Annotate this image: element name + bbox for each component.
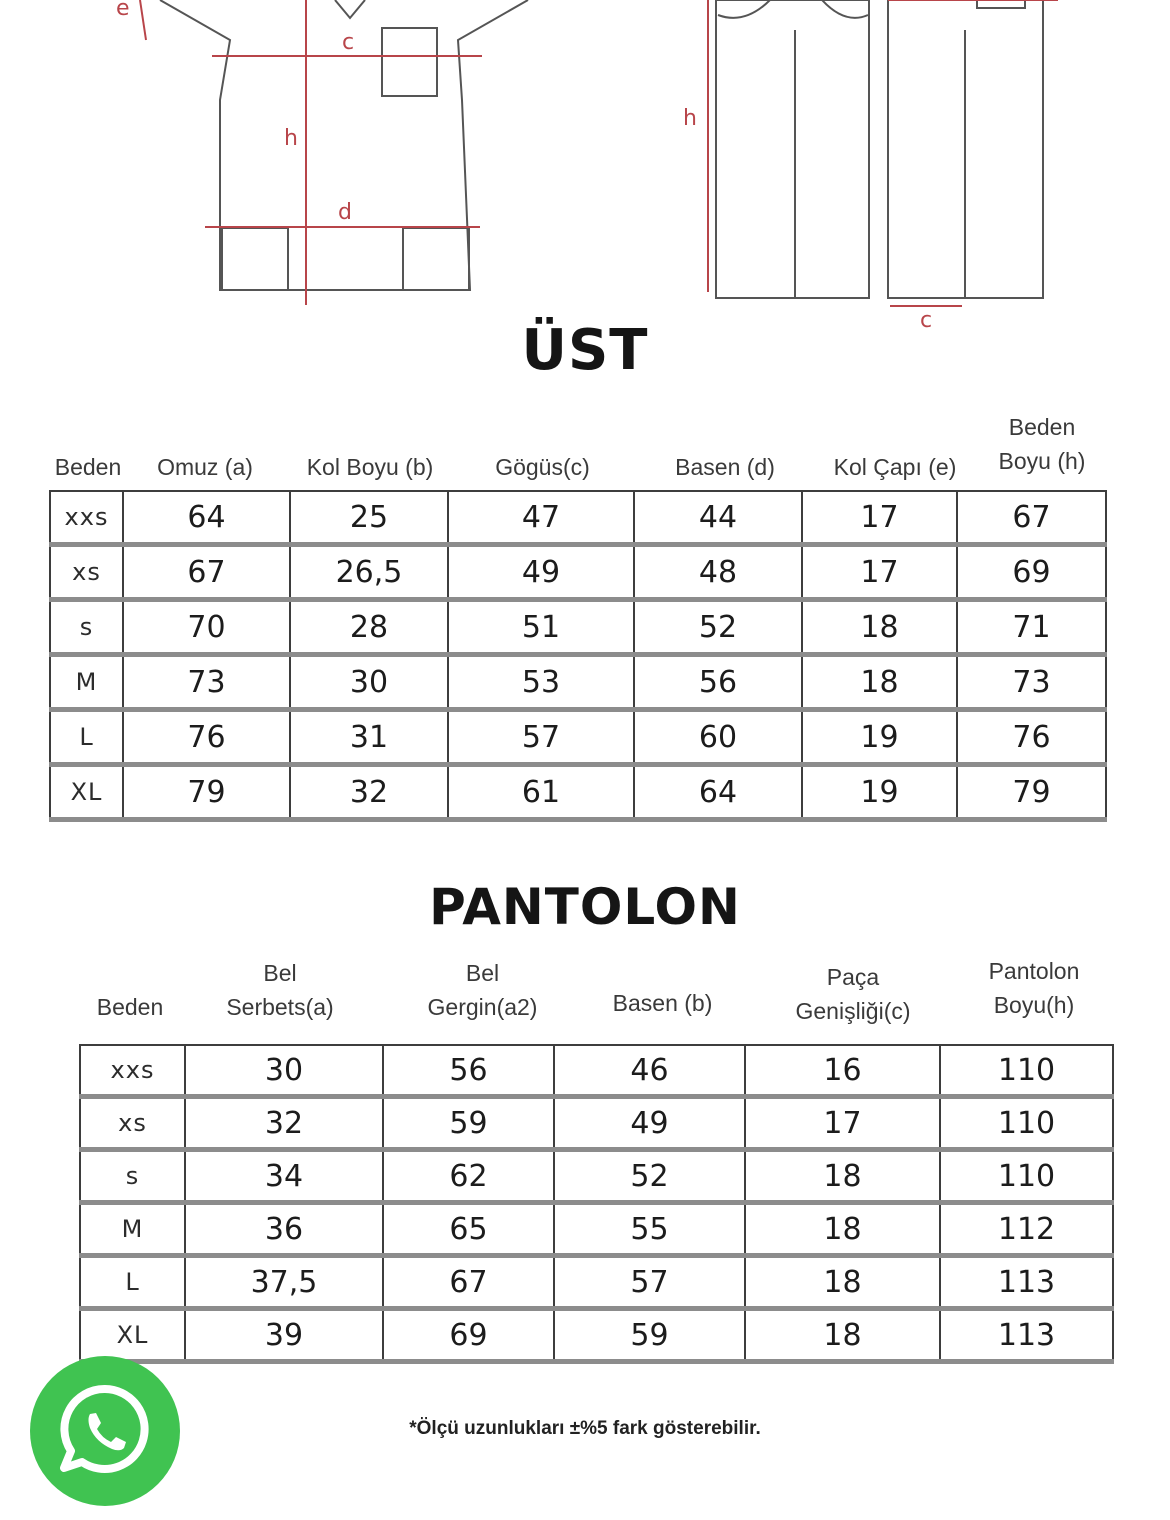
value-cell: 65 — [383, 1203, 554, 1256]
pant-header-bel-serbest: Bel Serbets(a) — [226, 960, 334, 1020]
value-cell: 56 — [383, 1045, 554, 1097]
value-cell: 59 — [383, 1097, 554, 1150]
garment-sketch — [0, 0, 1170, 340]
value-cell: 48 — [634, 545, 802, 600]
value-cell: 36 — [185, 1203, 383, 1256]
value-cell: 18 — [745, 1309, 940, 1362]
value-cell: 37,5 — [185, 1256, 383, 1309]
value-cell: 16 — [745, 1045, 940, 1097]
top-measure-lines — [140, 0, 482, 305]
value-cell: 113 — [940, 1256, 1113, 1309]
value-cell: 79 — [123, 765, 290, 820]
value-cell: 67 — [383, 1256, 554, 1309]
value-cell: 73 — [123, 655, 290, 710]
value-cell: 56 — [634, 655, 802, 710]
value-cell: 79 — [957, 765, 1106, 820]
whatsapp-icon — [30, 1356, 180, 1506]
size-cell: xs — [50, 545, 123, 600]
ust-header-omuz: Omuz (a) — [157, 454, 253, 480]
value-cell: 25 — [290, 491, 448, 545]
table-row — [50, 545, 1106, 600]
value-cell: 76 — [957, 710, 1106, 765]
table-row — [50, 655, 1106, 710]
ust-header-beden-boyu: Beden Boyu (h) — [998, 414, 1086, 474]
value-cell: 70 — [123, 600, 290, 655]
value-cell: 18 — [802, 655, 957, 710]
value-cell: 76 — [123, 710, 290, 765]
ust-header-beden: Beden — [54, 454, 122, 480]
tolerance-note: *Ölçü uzunlukları ±%5 fark gösterebilir. — [409, 1418, 761, 1439]
table-row — [80, 1203, 1113, 1256]
value-cell: 31 — [290, 710, 448, 765]
table-row — [80, 1150, 1113, 1203]
garment-diagram — [0, 0, 1170, 340]
pants-size-table — [79, 1044, 1114, 1364]
size-cell: xxs — [80, 1045, 185, 1097]
size-cell: L — [80, 1256, 185, 1309]
top-size-title: ÜST — [521, 318, 649, 383]
value-cell: 52 — [634, 600, 802, 655]
pant-header-bel-gergin: Bel Gergin(a2) — [427, 960, 538, 1020]
value-cell: 57 — [554, 1256, 745, 1309]
value-cell: 110 — [940, 1045, 1113, 1097]
value-cell: 113 — [940, 1309, 1113, 1362]
value-cell: 73 — [957, 655, 1106, 710]
top-size-table — [49, 490, 1107, 822]
value-cell: 61 — [448, 765, 634, 820]
pant-header-pantolon-boyu: Pantolon Boyu(h) — [988, 958, 1080, 1018]
size-cell: M — [50, 655, 123, 710]
value-cell: 17 — [802, 491, 957, 545]
pants-size-title: PANTOLON — [429, 878, 741, 936]
table-row — [80, 1045, 1113, 1097]
value-cell: 52 — [554, 1150, 745, 1203]
value-cell: 28 — [290, 600, 448, 655]
value-cell: 18 — [802, 600, 957, 655]
value-cell: 18 — [745, 1203, 940, 1256]
size-cell: xxs — [50, 491, 123, 545]
value-cell: 26,5 — [290, 545, 448, 600]
ust-header-basen: Basen (d) — [675, 454, 775, 480]
value-cell: 110 — [940, 1150, 1113, 1203]
value-cell: 67 — [123, 545, 290, 600]
table-row — [50, 765, 1106, 820]
value-cell: 112 — [940, 1203, 1113, 1256]
value-cell: 30 — [290, 655, 448, 710]
value-cell: 59 — [554, 1309, 745, 1362]
table-row — [50, 491, 1106, 545]
size-cell: s — [50, 600, 123, 655]
table-row — [50, 710, 1106, 765]
value-cell: 49 — [554, 1097, 745, 1150]
value-cell: 19 — [802, 765, 957, 820]
value-cell: 69 — [957, 545, 1106, 600]
label-e: e — [116, 0, 130, 21]
value-cell: 49 — [448, 545, 634, 600]
ust-header-kol-boyu: Kol Boyu (b) — [306, 454, 434, 480]
label-d: d — [338, 200, 352, 225]
pant-header-paca: Paça Genişliği(c) — [795, 964, 911, 1024]
value-cell: 67 — [957, 491, 1106, 545]
value-cell: 60 — [634, 710, 802, 765]
value-cell: 18 — [745, 1150, 940, 1203]
value-cell: 34 — [185, 1150, 383, 1203]
value-cell: 32 — [290, 765, 448, 820]
pants-label-h: h — [683, 106, 697, 131]
value-cell: 71 — [957, 600, 1106, 655]
pant-header-basen: Basen (b) — [612, 990, 713, 1016]
value-cell: 64 — [123, 491, 290, 545]
pants-sketch — [716, 0, 1043, 298]
ust-header-gogus: Gögüs(c) — [495, 454, 590, 480]
size-cell: xs — [80, 1097, 185, 1150]
table-row — [80, 1256, 1113, 1309]
table-row — [80, 1309, 1113, 1362]
value-cell: 18 — [745, 1256, 940, 1309]
size-cell: XL — [80, 1309, 185, 1362]
size-cell: M — [80, 1203, 185, 1256]
ust-header-kol-capi: Kol Çapı (e) — [833, 454, 957, 480]
value-cell: 44 — [634, 491, 802, 545]
value-cell: 17 — [802, 545, 957, 600]
value-cell: 46 — [554, 1045, 745, 1097]
value-cell: 69 — [383, 1309, 554, 1362]
size-cell: L — [50, 710, 123, 765]
value-cell: 51 — [448, 600, 634, 655]
pant-header-beden: Beden — [96, 994, 164, 1020]
size-cell: s — [80, 1150, 185, 1203]
value-cell: 110 — [940, 1097, 1113, 1150]
table-row — [50, 600, 1106, 655]
size-cell: XL — [50, 765, 123, 820]
pants-measure-lines — [708, 0, 1058, 306]
value-cell: 30 — [185, 1045, 383, 1097]
pants-label-c: c — [920, 308, 933, 333]
value-cell: 39 — [185, 1309, 383, 1362]
value-cell: 64 — [634, 765, 802, 820]
value-cell: 19 — [802, 710, 957, 765]
table-row — [80, 1097, 1113, 1150]
value-cell: 47 — [448, 491, 634, 545]
label-c: c — [342, 30, 355, 55]
whatsapp-button[interactable] — [30, 1356, 180, 1506]
value-cell: 57 — [448, 710, 634, 765]
value-cell: 17 — [745, 1097, 940, 1150]
value-cell: 62 — [383, 1150, 554, 1203]
value-cell: 32 — [185, 1097, 383, 1150]
value-cell: 55 — [554, 1203, 745, 1256]
label-h: h — [284, 126, 298, 151]
value-cell: 53 — [448, 655, 634, 710]
